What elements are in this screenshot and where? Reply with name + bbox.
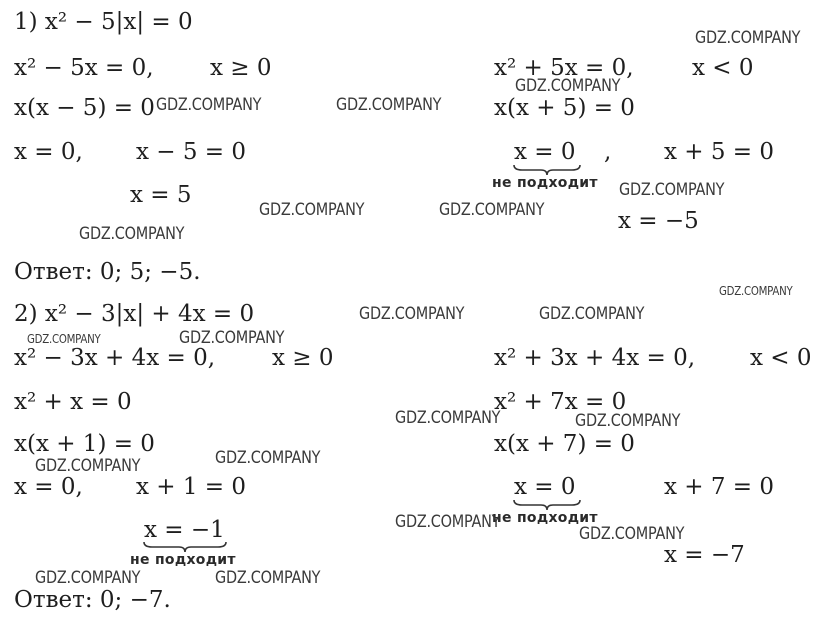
p2-right-line4b: x + 7 = 0 bbox=[664, 474, 775, 500]
p2-left-line4b: x + 1 = 0 bbox=[136, 474, 247, 500]
p2-answer: Ответ: 0; −7. bbox=[14, 587, 171, 613]
p2-right-line4a: x = 0 bbox=[514, 474, 576, 500]
p1-right-line3b: x + 5 = 0 bbox=[664, 139, 775, 165]
p1-right-line3a: x = 0 bbox=[514, 139, 576, 165]
p2-left-line3: x(x + 1) = 0 bbox=[14, 431, 155, 457]
watermark: GDZ.COMPANY bbox=[695, 28, 801, 48]
watermark: GDZ.COMPANY bbox=[619, 180, 725, 200]
p2-right-line2: x² + 7x = 0 bbox=[494, 389, 627, 415]
p1-answer: Ответ: 0; 5; −5. bbox=[14, 259, 201, 285]
problem2-header: 2) x² − 3|x| + 4x = 0 bbox=[14, 301, 255, 327]
p1-right-root: x = −5 bbox=[618, 208, 699, 234]
p2-left-root: x = −1 bbox=[144, 517, 225, 543]
watermark: GDZ.COMPANY bbox=[439, 200, 545, 220]
p2-left-line4a: x = 0, bbox=[14, 474, 83, 500]
p2-left-line2: x² + x = 0 bbox=[14, 389, 132, 415]
watermark: GDZ.COMPANY bbox=[35, 456, 141, 476]
watermark: GDZ.COMPANY bbox=[515, 76, 621, 96]
watermark: GDZ.COMPANY bbox=[539, 304, 645, 324]
p1-right-line2: x(x + 5) = 0 bbox=[494, 95, 635, 121]
watermark: GDZ.COMPANY bbox=[27, 332, 101, 346]
watermark: GDZ.COMPANY bbox=[79, 224, 185, 244]
p1-right-separator: , bbox=[604, 139, 612, 165]
p2-right-root: x = −7 bbox=[664, 542, 745, 568]
watermark: GDZ.COMPANY bbox=[156, 95, 262, 115]
p1-not-suitable-note: не подходит bbox=[492, 175, 598, 191]
p2-right-not-suitable-note: не подходит bbox=[492, 510, 598, 526]
p1-left-line2: x(x − 5) = 0 bbox=[14, 95, 155, 121]
watermark: GDZ.COMPANY bbox=[395, 512, 501, 532]
watermark: GDZ.COMPANY bbox=[259, 200, 365, 220]
watermark: GDZ.COMPANY bbox=[179, 328, 285, 348]
p1-left-root: x = 5 bbox=[130, 182, 192, 208]
watermark: GDZ.COMPANY bbox=[359, 304, 465, 324]
p2-left-not-suitable-note: не подходит bbox=[130, 552, 236, 568]
watermark: GDZ.COMPANY bbox=[336, 95, 442, 115]
p2-right-line1: x² + 3x + 4x = 0, bbox=[494, 345, 696, 371]
problem1-header: 1) x² − 5|x| = 0 bbox=[14, 9, 193, 35]
p1-right-line1: x² + 5x = 0, bbox=[494, 55, 634, 81]
watermark: GDZ.COMPANY bbox=[35, 568, 141, 588]
p2-right-line3: x(x + 7) = 0 bbox=[494, 431, 635, 457]
watermark: GDZ.COMPANY bbox=[719, 284, 793, 298]
p1-right-condition: x < 0 bbox=[692, 55, 754, 81]
p2-left-condition: x ≥ 0 bbox=[272, 345, 334, 371]
p1-left-line3a: x = 0, bbox=[14, 139, 83, 165]
watermark: GDZ.COMPANY bbox=[579, 524, 685, 544]
p2-right-condition: x < 0 bbox=[750, 345, 812, 371]
watermark: GDZ.COMPANY bbox=[215, 448, 321, 468]
p1-left-line1: x² − 5x = 0, bbox=[14, 55, 154, 81]
p2-left-line1: x² − 3x + 4x = 0, bbox=[14, 345, 216, 371]
p1-left-condition: x ≥ 0 bbox=[210, 55, 272, 81]
watermark: GDZ.COMPANY bbox=[395, 408, 501, 428]
watermark: GDZ.COMPANY bbox=[215, 568, 321, 588]
p1-left-line3b: x − 5 = 0 bbox=[136, 139, 247, 165]
watermark: GDZ.COMPANY bbox=[575, 411, 681, 431]
